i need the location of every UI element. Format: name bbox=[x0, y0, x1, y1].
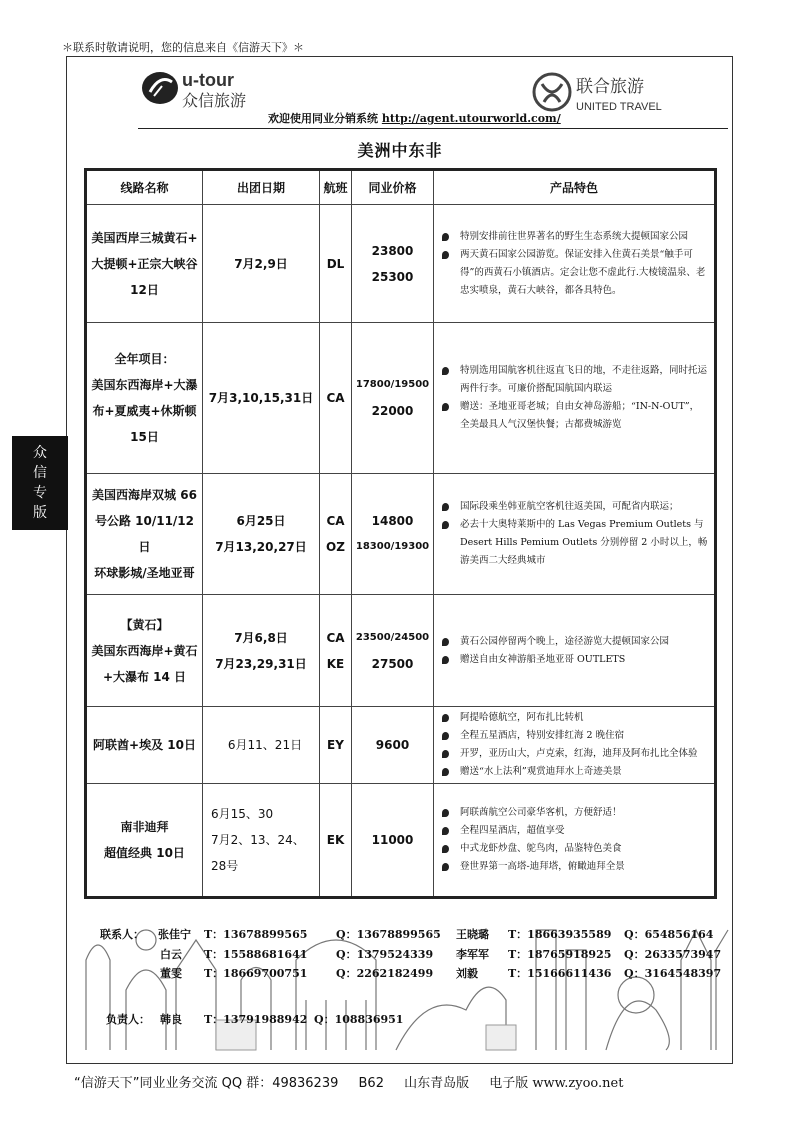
feature-text: 赠送：圣地亚哥老城；自由女神岛游船；“IN-N-OUT”，全美最具人气汉堡快餐；古都费城游览 bbox=[460, 401, 700, 430]
contact-qq: Q：13678899565 bbox=[336, 928, 441, 941]
route-name-line: 大提顿+正宗大峡谷 bbox=[91, 256, 198, 271]
feature-item bbox=[440, 858, 625, 876]
contacts-panel bbox=[66, 900, 733, 1055]
route-name-line: 超值经典 10日 bbox=[104, 846, 185, 860]
bullet-pin-icon bbox=[442, 403, 449, 411]
header-features bbox=[434, 171, 714, 205]
contact-name: 张佳宁 bbox=[158, 928, 191, 941]
contact-phone: T：18765918925 bbox=[508, 948, 612, 961]
utour-logo-cn: 众信旅游 bbox=[182, 91, 247, 110]
contact-phone: T：18663935589 bbox=[508, 928, 612, 941]
header-price bbox=[352, 171, 434, 205]
header-label: 线路名称 bbox=[120, 181, 169, 195]
flight-code: EK bbox=[326, 833, 345, 847]
side-tab-char: 专 bbox=[33, 485, 47, 501]
contact-name: 白云 bbox=[160, 948, 182, 961]
features-list bbox=[440, 709, 698, 781]
manager-phone: T：13791988942 bbox=[204, 1013, 308, 1026]
flight-cell bbox=[320, 205, 352, 323]
feature-item bbox=[440, 651, 669, 669]
bullet-pin-icon bbox=[442, 732, 449, 740]
feature-item bbox=[440, 633, 669, 651]
contact-name: 李军军 bbox=[456, 948, 489, 961]
price-value: 23800 bbox=[371, 243, 414, 258]
route-name-cell bbox=[87, 784, 203, 896]
manager-label: 负责人： bbox=[106, 1013, 150, 1026]
feature-item bbox=[440, 804, 625, 822]
header-route bbox=[87, 171, 203, 205]
feature-item bbox=[440, 709, 698, 727]
footer-edition: 山东青岛版 bbox=[404, 1076, 470, 1091]
bullet-pin-icon bbox=[442, 750, 449, 758]
route-name-line: 布+夏威夷+休斯顿 bbox=[92, 404, 197, 418]
flight-cell bbox=[320, 323, 352, 474]
contacts-label: 联系人： bbox=[100, 928, 144, 941]
departure-date-line: 7月23,29,31日 bbox=[215, 656, 307, 671]
feature-item bbox=[440, 727, 698, 745]
feature-text: 阿联酋航空公司豪华客机，方便舒适！ bbox=[460, 807, 622, 818]
flight-cell bbox=[320, 707, 352, 784]
side-tab bbox=[12, 436, 68, 530]
price-value: 25300 bbox=[371, 269, 414, 284]
departure-date-line: 7月13,20,27日 bbox=[215, 540, 307, 554]
header-label: 航班 bbox=[323, 181, 348, 195]
contact-name: 王晓璐 bbox=[456, 928, 489, 941]
price-value: 9600 bbox=[375, 738, 410, 752]
price-value: 22000 bbox=[371, 404, 414, 418]
bullet-pin-icon bbox=[442, 638, 449, 646]
route-name-cell bbox=[87, 205, 203, 323]
route-name-line: 12日 bbox=[130, 282, 159, 297]
header-label: 产品特色 bbox=[549, 181, 598, 195]
feature-text: 开罗，亚历山大，卢克索，红海，迪拜及阿布扎比全体验 bbox=[460, 748, 698, 759]
route-name-line: 南非迪拜 bbox=[120, 820, 169, 834]
utour-logo-brand: u-tour bbox=[182, 70, 234, 90]
flight-code: CA bbox=[326, 514, 345, 528]
route-name-line: 美国西岸三城黄石+ bbox=[91, 230, 198, 245]
flight-cell bbox=[320, 784, 352, 896]
top-note: ＊联系时敬请说明，您的信息来自《信游天下》＊ bbox=[62, 41, 304, 54]
price-value: 23500/24500 bbox=[355, 631, 430, 643]
footer-qq-group: “信游天下”同业业务交流 QQ 群：49836239 bbox=[74, 1076, 339, 1091]
departure-dates-cell bbox=[203, 474, 320, 595]
header-label: 出团日期 bbox=[236, 181, 285, 195]
bullet-pin-icon bbox=[442, 714, 449, 722]
route-name-line: 美国西海岸双城 66 bbox=[92, 488, 197, 502]
features-list bbox=[440, 498, 708, 570]
contact-qq: Q：1379524339 bbox=[336, 948, 434, 961]
features-cell bbox=[434, 784, 714, 896]
route-name-line: 全年项目： bbox=[114, 352, 175, 366]
route-name-line: 美国东西海岸+黄石 bbox=[91, 643, 198, 658]
departure-dates-cell bbox=[203, 595, 320, 707]
bullet-pin-icon bbox=[442, 521, 449, 529]
price-cell bbox=[352, 474, 434, 595]
flight-code: DL bbox=[326, 256, 345, 271]
header-label: 同业价格 bbox=[368, 181, 417, 195]
feature-item bbox=[440, 745, 698, 763]
feature-item bbox=[440, 228, 708, 246]
price-value: 11000 bbox=[371, 833, 414, 847]
features-list bbox=[440, 804, 625, 876]
contact-qq: Q：3164548397 bbox=[624, 967, 722, 980]
feature-text: 黄石公园停留两个晚上，途径游览大提顿国家公园 bbox=[460, 635, 670, 647]
departure-date-line: 6月11、21日 bbox=[227, 738, 303, 752]
header-flight bbox=[320, 171, 352, 205]
manager-name: 韩良 bbox=[160, 1013, 182, 1026]
side-tab-char: 众 bbox=[33, 445, 47, 461]
flight-code: EY bbox=[327, 738, 344, 752]
contact-name: 董雯 bbox=[160, 967, 182, 980]
feature-item bbox=[440, 398, 708, 434]
footer-website: 电子版 www.zyoo.net bbox=[489, 1076, 624, 1091]
bullet-pin-icon bbox=[442, 656, 449, 664]
route-name-line: +大瀑布 14 日 bbox=[102, 669, 187, 684]
route-name-line: 【黄石】 bbox=[120, 617, 169, 632]
united-logo-cn: 联合旅游 bbox=[576, 77, 644, 97]
flight-code: OZ bbox=[326, 540, 345, 554]
route-name-cell bbox=[87, 323, 203, 474]
flight-code: KE bbox=[326, 656, 345, 671]
departure-dates-cell bbox=[203, 784, 320, 896]
price-cell bbox=[352, 784, 434, 896]
footer-page-number: B62 bbox=[358, 1076, 384, 1091]
contact-qq: Q：654856164 bbox=[624, 928, 714, 941]
feature-text: 全程四星酒店，超值享受 bbox=[460, 825, 565, 836]
features-cell bbox=[434, 595, 714, 707]
feature-text: 赠送“水上法利”观赏迪拜水上奇迹美景 bbox=[460, 766, 622, 777]
departure-date-line: 28号 bbox=[211, 859, 239, 873]
flight-cell bbox=[320, 474, 352, 595]
route-name-line: 美国东西海岸+大瀑 bbox=[91, 378, 198, 392]
bullet-pin-icon bbox=[442, 768, 449, 776]
feature-text: 国际段乘坐韩亚航空客机往返美国，可配省内联运； bbox=[460, 501, 679, 512]
features-list bbox=[440, 228, 708, 300]
departure-date-line: 6月15、30 bbox=[211, 807, 274, 821]
departure-date-line: 7月6,8日 bbox=[234, 630, 288, 645]
feature-text: 阿提哈德航空，阿布扎比转机 bbox=[460, 712, 584, 723]
price-value: 27500 bbox=[371, 656, 414, 671]
route-name-cell bbox=[87, 595, 203, 707]
price-value: 14800 bbox=[371, 514, 414, 528]
contact-phone: T：15588681641 bbox=[204, 948, 308, 961]
departure-date-line: 6月25日 bbox=[236, 514, 286, 528]
welcome-line bbox=[268, 110, 561, 126]
price-cell bbox=[352, 707, 434, 784]
departure-dates-cell bbox=[203, 707, 320, 784]
welcome-text: 欢迎使用同业分销系统 bbox=[268, 112, 378, 125]
contact-name: 刘毅 bbox=[456, 967, 478, 980]
agent-url-link[interactable]: http://agent.utourworld.com/ bbox=[381, 112, 561, 125]
flight-code: CA bbox=[326, 630, 345, 645]
united-logo-en: UNITED TRAVEL bbox=[576, 101, 662, 113]
price-value: 18300/19300 bbox=[355, 541, 430, 552]
bullet-pin-icon bbox=[442, 845, 449, 853]
bullet-pin-icon bbox=[442, 233, 449, 241]
contact-phone: T：18669700751 bbox=[204, 967, 308, 980]
price-cell bbox=[352, 205, 434, 323]
side-tab-char: 版 bbox=[33, 505, 47, 521]
bullet-pin-icon bbox=[442, 809, 449, 817]
bullet-pin-icon bbox=[442, 827, 449, 835]
header-dates bbox=[203, 171, 320, 205]
contact-phone: T：15166611436 bbox=[508, 967, 612, 980]
feature-item bbox=[440, 246, 708, 300]
departure-dates-cell bbox=[203, 323, 320, 474]
feature-item bbox=[440, 362, 708, 398]
feature-text: 赠送自由女神游船圣地亚哥 OUTLETS bbox=[460, 653, 626, 665]
features-cell bbox=[434, 205, 714, 323]
departure-date-line: 7月3,10,15,31日 bbox=[208, 391, 314, 405]
route-name-line: 阿联酋+埃及 10日 bbox=[93, 738, 196, 752]
bullet-pin-icon bbox=[442, 863, 449, 871]
flight-cell bbox=[320, 595, 352, 707]
product-table bbox=[84, 168, 717, 899]
bullet-pin-icon bbox=[442, 251, 449, 259]
bullet-pin-icon bbox=[442, 367, 449, 375]
feature-text: 两天黄石国家公园游览。保证安排入住黄石美景“触手可得”的西黄石小镇酒店。定会让您不虚此行.大棱镜温泉、老忠实喷泉，黄石大峡谷，都各具特色。 bbox=[460, 248, 706, 296]
utour-logo bbox=[140, 66, 270, 112]
feature-text: 登世界第一高塔-迪拜塔，俯瞰迪拜全景 bbox=[460, 861, 625, 872]
features-cell bbox=[434, 707, 714, 784]
features-list bbox=[440, 362, 708, 434]
departure-dates-cell bbox=[203, 205, 320, 323]
feature-text: 中式龙虾炒盘、鸵鸟肉，品鉴特色美食 bbox=[460, 843, 622, 854]
feature-item bbox=[440, 822, 625, 840]
price-cell bbox=[352, 595, 434, 707]
flight-code: CA bbox=[326, 391, 345, 405]
features-cell bbox=[434, 474, 714, 595]
route-name-cell bbox=[87, 474, 203, 595]
page-title: 美洲中东非 bbox=[357, 141, 443, 160]
side-tab-char: 信 bbox=[33, 465, 47, 481]
manager-qq: Q：108836951 bbox=[314, 1013, 404, 1026]
feature-item bbox=[440, 498, 708, 516]
feature-item bbox=[440, 516, 708, 570]
header-rule bbox=[138, 128, 728, 129]
feature-text: 全程五星酒店，特别安排红海 2 晚住宿 bbox=[460, 730, 625, 741]
route-name-line: 15日 bbox=[130, 430, 159, 444]
contact-qq: Q：2633573947 bbox=[624, 948, 722, 961]
price-value: 17800/19500 bbox=[355, 379, 430, 390]
features-cell bbox=[434, 323, 714, 474]
contact-phone: T：13678899565 bbox=[204, 928, 308, 941]
route-name-cell bbox=[87, 707, 203, 784]
feature-text: 特别选用国航客机往返直飞日的地，不走往返路，同时托运两件行李。可廉价搭配国航国内联运 bbox=[460, 365, 708, 394]
feature-item bbox=[440, 840, 625, 858]
bullet-pin-icon bbox=[442, 503, 449, 511]
price-cell bbox=[352, 323, 434, 474]
contact-qq: Q：2262182499 bbox=[336, 967, 434, 980]
departure-date-line: 7月2、13、24、 bbox=[211, 833, 305, 847]
feature-text: 特别安排前往世界著名的野生生态系统大提顿国家公园 bbox=[460, 230, 689, 242]
route-name-line: 号公路 10/11/12 日 bbox=[94, 514, 195, 554]
utour-logo-icon bbox=[140, 66, 270, 112]
departure-date-line: 7月2,9日 bbox=[234, 256, 288, 271]
feature-text: 必去十大奥特莱斯中的 Las Vegas Premium Outlets 与 Desert Hills Pemium Outlets 分别停留 2 小时以上，畅游美西二大经典城市 bbox=[460, 519, 708, 566]
feature-item bbox=[440, 763, 698, 781]
route-name-line: 环球影城/圣地亚哥 bbox=[94, 566, 195, 580]
features-list bbox=[440, 633, 669, 669]
footer bbox=[74, 1072, 639, 1091]
